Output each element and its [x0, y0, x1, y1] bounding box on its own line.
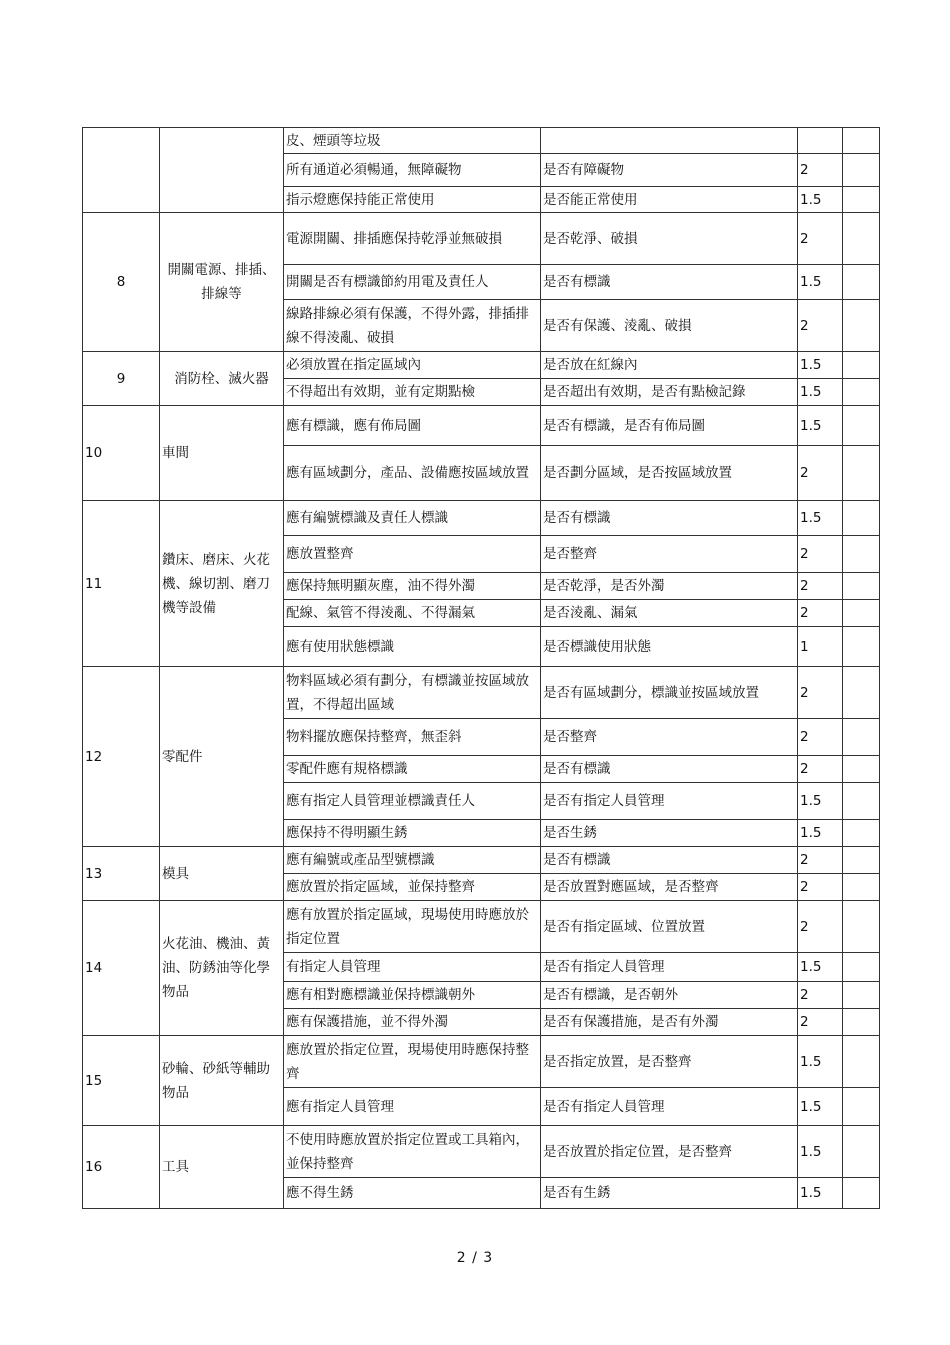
- table-row: [83, 1126, 880, 1178]
- requirement-cell: 所有通道必須暢通，無障礙物: [284, 154, 541, 187]
- score-cell: 2: [798, 536, 843, 573]
- result-cell: [843, 187, 880, 213]
- check-method-cell: 是否放置於指定位置，是否整齊: [541, 1126, 798, 1178]
- check-method-cell: 是否有指定人員管理: [541, 953, 798, 982]
- score-cell: 1.5: [798, 1178, 843, 1209]
- score-cell: 2: [798, 667, 843, 719]
- check-method-cell: 是否有障礙物: [541, 154, 798, 187]
- inspection-table: [82, 127, 880, 1209]
- requirement-cell: 應放置整齊: [284, 536, 541, 573]
- item-name-cell: 工具: [160, 1126, 284, 1209]
- table-row: [83, 213, 880, 265]
- requirement-cell: 應保持不得明顯生銹: [284, 820, 541, 847]
- result-cell: [843, 446, 880, 501]
- table-row: [83, 901, 880, 953]
- table-row: [83, 847, 880, 874]
- score-cell: 2: [798, 901, 843, 953]
- requirement-cell: 應有標識，應有佈局圖: [284, 406, 541, 446]
- score-cell: 1.5: [798, 953, 843, 982]
- requirement-cell: 線路排線必須有保護，不得外露，排插排線不得淩亂、破損: [284, 300, 541, 352]
- check-method-cell: 是否放置對應區域，是否整齊: [541, 874, 798, 901]
- result-cell: [843, 213, 880, 265]
- result-cell: [843, 982, 880, 1009]
- score-cell: 1.5: [798, 820, 843, 847]
- result-cell: [843, 536, 880, 573]
- requirement-cell: 應有保護措施，並不得外濁: [284, 1009, 541, 1036]
- score-cell: 2: [798, 847, 843, 874]
- check-method-cell: 是否指定放置，是否整齊: [541, 1036, 798, 1088]
- score-cell: 2: [798, 213, 843, 265]
- score-cell: 1.5: [798, 1088, 843, 1126]
- check-method-cell: 是否標識使用狀態: [541, 627, 798, 667]
- inspection-table-body: [83, 128, 880, 1209]
- requirement-cell: 應有編號標識及責任人標識: [284, 501, 541, 536]
- score-cell: 2: [798, 874, 843, 901]
- requirement-cell: 應有使用狀態標識: [284, 627, 541, 667]
- score-cell: 2: [798, 154, 843, 187]
- result-cell: [843, 1088, 880, 1126]
- item-name-cell: 車間: [160, 406, 284, 501]
- requirement-cell: 皮、煙頭等垃圾: [284, 128, 541, 154]
- check-method-cell: 是否整齊: [541, 719, 798, 756]
- score-cell: 1.5: [798, 783, 843, 820]
- score-cell: 2: [798, 982, 843, 1009]
- result-cell: [843, 600, 880, 627]
- result-cell: [843, 406, 880, 446]
- item-name-cell: 開關電源、排插、排線等: [160, 213, 284, 352]
- item-number-cell: 11: [83, 501, 160, 667]
- requirement-cell: 應有指定人員管理並標識責任人: [284, 783, 541, 820]
- table-row: [83, 352, 880, 379]
- result-cell: [843, 300, 880, 352]
- score-cell: 2: [798, 756, 843, 783]
- score-cell: [798, 128, 843, 154]
- result-cell: [843, 667, 880, 719]
- requirement-cell: 有指定人員管理: [284, 953, 541, 982]
- check-method-cell: 是否有保護、淩亂、破損: [541, 300, 798, 352]
- check-method-cell: [541, 128, 798, 154]
- result-cell: [843, 901, 880, 953]
- item-number-cell: 9: [83, 352, 160, 406]
- result-cell: [843, 874, 880, 901]
- item-number-cell: 15: [83, 1036, 160, 1126]
- item-number-cell: 12: [83, 667, 160, 847]
- check-method-cell: 是否放在紅線內: [541, 352, 798, 379]
- item-name-cell: 鑽床、磨床、火花機、線切割、磨刀機等設備: [160, 501, 284, 667]
- result-cell: [843, 719, 880, 756]
- check-method-cell: 是否有指定人員管理: [541, 783, 798, 820]
- score-cell: 2: [798, 719, 843, 756]
- requirement-cell: 應保持無明顯灰塵，油不得外濁: [284, 573, 541, 600]
- page-number: 2 / 3: [456, 1250, 494, 1266]
- table-row: [83, 406, 880, 446]
- requirement-cell: 應放置於指定區域，並保持整齊: [284, 874, 541, 901]
- check-method-cell: 是否生銹: [541, 820, 798, 847]
- score-cell: 2: [798, 300, 843, 352]
- result-cell: [843, 1036, 880, 1088]
- item-number-cell: 10: [83, 406, 160, 501]
- result-cell: [843, 820, 880, 847]
- item-name-cell: [160, 128, 284, 213]
- check-method-cell: 是否有標識: [541, 501, 798, 536]
- item-number-cell: 13: [83, 847, 160, 901]
- score-cell: 1.5: [798, 1036, 843, 1088]
- check-method-cell: 是否有指定區域、位置放置: [541, 901, 798, 953]
- result-cell: [843, 783, 880, 820]
- check-method-cell: 是否整齊: [541, 536, 798, 573]
- table-row: [83, 128, 880, 154]
- score-cell: 1.5: [798, 265, 843, 300]
- requirement-cell: 應有放置於指定區域，現場使用時應放於指定位置: [284, 901, 541, 953]
- result-cell: [843, 379, 880, 406]
- requirement-cell: 配線、氣管不得淩亂、不得漏氣: [284, 600, 541, 627]
- result-cell: [843, 1126, 880, 1178]
- check-method-cell: 是否有標識: [541, 847, 798, 874]
- item-number-cell: 8: [83, 213, 160, 352]
- item-number-cell: 16: [83, 1126, 160, 1209]
- requirement-cell: 不使用時應放置於指定位置或工具箱內，並保持整齊: [284, 1126, 541, 1178]
- item-name-cell: 消防栓、滅火器: [160, 352, 284, 406]
- check-method-cell: 是否超出有效期，是否有點檢記錄: [541, 379, 798, 406]
- item-name-cell: 模具: [160, 847, 284, 901]
- check-method-cell: 是否有指定人員管理: [541, 1088, 798, 1126]
- result-cell: [843, 128, 880, 154]
- check-method-cell: 是否能正常使用: [541, 187, 798, 213]
- item-name-cell: 火花油、機油、黃油、防銹油等化學物品: [160, 901, 284, 1036]
- score-cell: 1.5: [798, 187, 843, 213]
- requirement-cell: 零配件應有規格標識: [284, 756, 541, 783]
- item-name-cell: 零配件: [160, 667, 284, 847]
- requirement-cell: 指示燈應保持能正常使用: [284, 187, 541, 213]
- item-number-cell: 14: [83, 901, 160, 1036]
- item-name-cell: 砂輪、砂紙等輔助物品: [160, 1036, 284, 1126]
- check-method-cell: 是否乾淨、破損: [541, 213, 798, 265]
- result-cell: [843, 627, 880, 667]
- requirement-cell: 必須放置在指定區域內: [284, 352, 541, 379]
- result-cell: [843, 501, 880, 536]
- score-cell: 1.5: [798, 501, 843, 536]
- requirement-cell: 開關是否有標識節約用電及責任人: [284, 265, 541, 300]
- result-cell: [843, 573, 880, 600]
- item-number-cell: [83, 128, 160, 213]
- check-method-cell: 是否劃分區域，是否按區域放置: [541, 446, 798, 501]
- requirement-cell: 應有區域劃分，產品、設備應按區域放置: [284, 446, 541, 501]
- check-method-cell: 是否有標識，是否有佈局圖: [541, 406, 798, 446]
- score-cell: 1.5: [798, 1126, 843, 1178]
- requirement-cell: 不得超出有效期，並有定期點檢: [284, 379, 541, 406]
- result-cell: [843, 352, 880, 379]
- result-cell: [843, 1009, 880, 1036]
- check-method-cell: 是否有區域劃分，標識並按區域放置: [541, 667, 798, 719]
- result-cell: [843, 847, 880, 874]
- requirement-cell: 應有編號或產品型號標識: [284, 847, 541, 874]
- score-cell: 1.5: [798, 406, 843, 446]
- check-method-cell: 是否有標識，是否朝外: [541, 982, 798, 1009]
- score-cell: 2: [798, 600, 843, 627]
- table-row: [83, 501, 880, 536]
- check-method-cell: 是否淩亂、漏氣: [541, 600, 798, 627]
- check-method-cell: 是否有標識: [541, 265, 798, 300]
- score-cell: 1.5: [798, 352, 843, 379]
- requirement-cell: 應有指定人員管理: [284, 1088, 541, 1126]
- check-method-cell: 是否乾淨，是否外濁: [541, 573, 798, 600]
- result-cell: [843, 154, 880, 187]
- result-cell: [843, 953, 880, 982]
- table-row: [83, 1036, 880, 1088]
- score-cell: 1.5: [798, 379, 843, 406]
- result-cell: [843, 1178, 880, 1209]
- result-cell: [843, 265, 880, 300]
- score-cell: 2: [798, 573, 843, 600]
- check-method-cell: 是否有保護措施，是否有外濁: [541, 1009, 798, 1036]
- requirement-cell: 電源開關、排插應保持乾淨並無破損: [284, 213, 541, 265]
- requirement-cell: 應有相對應標識並保持標識朝外: [284, 982, 541, 1009]
- requirement-cell: 物料區域必須有劃分，有標識並按區域放置，不得超出區域: [284, 667, 541, 719]
- score-cell: 2: [798, 1009, 843, 1036]
- score-cell: 1: [798, 627, 843, 667]
- check-method-cell: 是否有生銹: [541, 1178, 798, 1209]
- requirement-cell: 應不得生銹: [284, 1178, 541, 1209]
- requirement-cell: 應放置於指定位置，現場使用時應保持整齊: [284, 1036, 541, 1088]
- table-row: [83, 667, 880, 719]
- check-method-cell: 是否有標識: [541, 756, 798, 783]
- requirement-cell: 物料擺放應保持整齊，無歪斜: [284, 719, 541, 756]
- result-cell: [843, 756, 880, 783]
- score-cell: 2: [798, 446, 843, 501]
